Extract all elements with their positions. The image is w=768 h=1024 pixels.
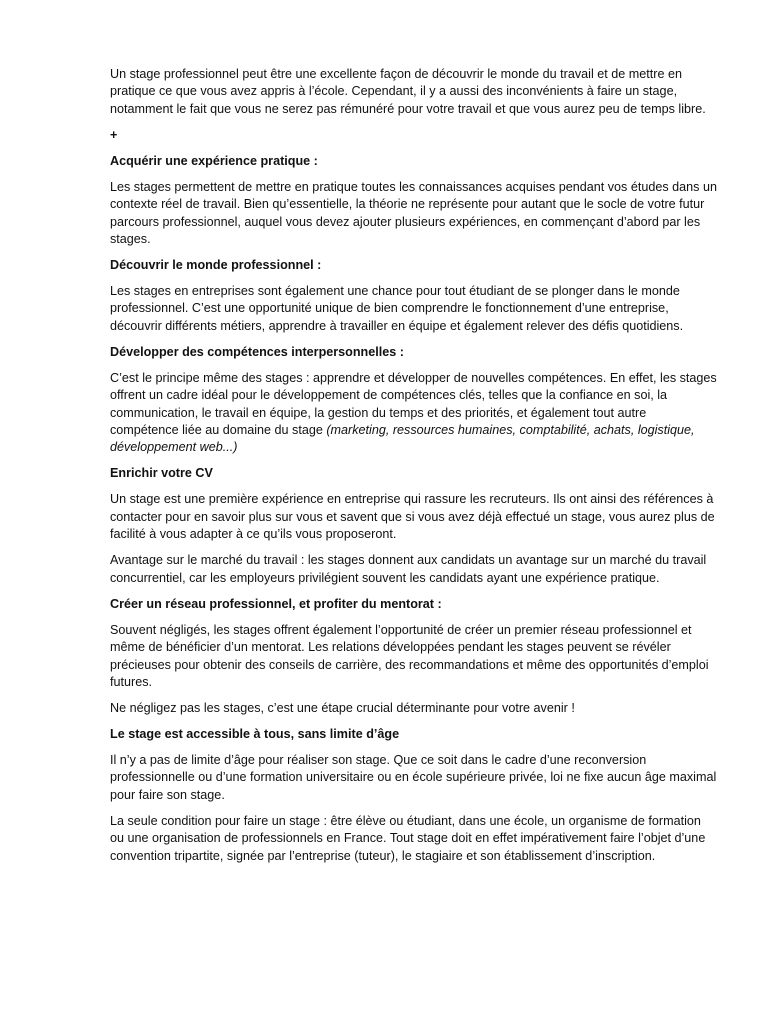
paragraph-limite-age: Il n’y a pas de limite d’âge pour réaliser son stage. Que ce soit dans le cadre d’une reconversion professionnelle ou d’une formation universitaire ou en école supérieure privée, loi ne fixe aucun âge maximal pour faire son stage.: [110, 752, 717, 802]
heading-reseau-mentorat: Créer un réseau professionnel, et profiter du mentorat :: [110, 596, 442, 611]
paragraph-avantage-marche: Avantage sur le marché du travail : les stages donnent aux candidats un avantage sur un marché du travail concurrentiel, car les employeurs privilégient souvent les candidats ayant une expérience pratique.: [110, 553, 707, 585]
heading-monde-professionnel: Découvrir le monde professionnel :: [110, 258, 322, 273]
paragraph-monde-professionnel: Les stages en entreprises sont également une chance pour tout étudiant de se plonger dans le monde professionnel. C’est une opportunité unique de bien comprendre le fonctionnement d’une entreprise, découvrir différents métiers, apprendre à travailler en équipe et également relever des défis quotidiens.: [110, 284, 684, 333]
heading-enrichir-cv: Enrichir votre CV: [110, 466, 213, 481]
paragraph-competences-text: C’est le principe même des stages : apprendre et développer de nouvelles compétences. En effet, les stages offrent un cadre idéal pour le développement de compétences clés, telles que la confiance en soi, la communication, le travail en équipe, la gestion du temps et des priorités, et également tout autre compétence liée au domaine du stage: [110, 370, 717, 438]
paragraph-conclusion: Ne négligez pas les stages, c’est une étape crucial déterminante pour votre avenir !: [110, 700, 575, 715]
paragraph-competences-examples: (marketing, ressources humaines, comptabilité, achats, logistique, développement web...): [110, 423, 695, 455]
heading-limite-age: Le stage est accessible à tous, sans limite d’âge: [110, 726, 400, 741]
document-page: [110, 66, 718, 874]
paragraph-reseau-mentorat: Souvent négligés, les stages offrent également l’opportunité de créer un premier réseau professionnel et même de bénéficier d’un mentorat. Les relations développées pendant les stages peuvent se révéler précieuses pour obtenir des conseils de carrière, des recommandations et même des opportunités d’emploi futures.: [110, 622, 709, 689]
paragraph-experience-pratique: Les stages permettent de mettre en pratique toutes les connaissances acquises pendant vos études dans un contexte réel de travail. Bien qu’essentielle, la théorie ne représente pour autant que le socle de votre futur parcours professionnel, auquel vous devez ajouter plusieurs expériences, en commençant d’abord par les stages.: [110, 179, 717, 247]
intro-paragraph: Un stage professionnel peut être une excellente façon de découvrir le monde du travail et de mettre en pratique ce que vous avez appris à l’école. Cependant, il y a aussi des inconvénients à faire un stage, notamment le fait que vous ne serez pas rémunéré pour votre travail et que vous aurez peu de temps libre.: [110, 67, 706, 116]
heading-experience-pratique: Acquérir une expérience pratique :: [110, 153, 318, 168]
plus-marker: +: [110, 127, 118, 142]
paragraph-competences: [110, 370, 718, 457]
paragraph-enrichir-cv: Un stage est une première expérience en entreprise qui rassure les recruteurs. Ils ont ainsi des références à contacter pour en savoir plus sur vous et savent que si vous avez déjà effectué un stage, vous aurez plus de facilité à vous adapter à ce qu’ils vous proposeront.: [110, 492, 715, 542]
heading-competences: Développer des compétences interpersonnelles :: [110, 344, 404, 359]
paragraph-condition-stage: La seule condition pour faire un stage : être élève ou étudiant, dans une école, un organisme de formation ou une organisation de professionnels en France. Tout stage doit en effet impérativement faire l’objet d’une convention tripartite, signée par l’entreprise (tuteur), le stagiaire et son établissement d’inscription.: [110, 813, 706, 863]
